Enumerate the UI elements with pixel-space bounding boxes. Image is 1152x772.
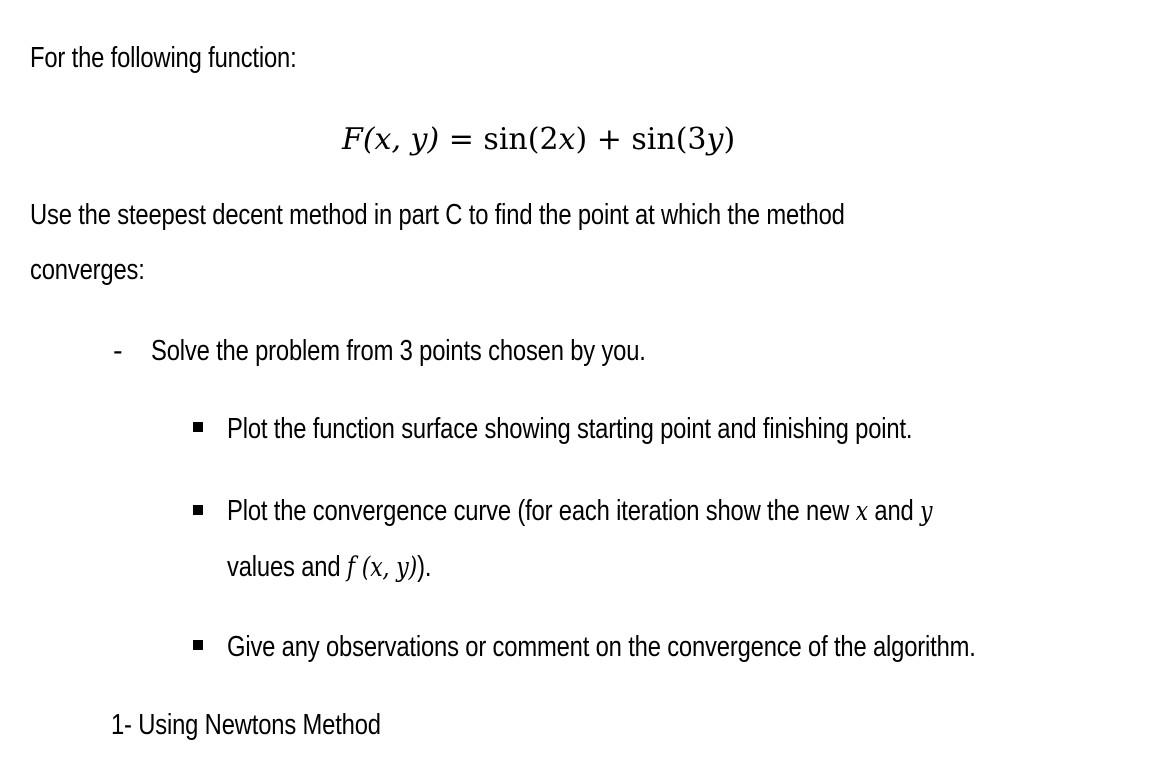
bullet-text-3: Give any observations or comment on the convergence of the algorithm. <box>227 631 976 663</box>
eq-sin-2: sin <box>631 122 676 157</box>
eq-term1-close: ) <box>575 122 588 157</box>
function-equation <box>342 120 735 160</box>
dash-list-marker: - <box>113 335 123 367</box>
bullet-2-var-x: x <box>855 496 868 527</box>
bullet-text-2-line-1 <box>227 493 932 530</box>
intro-text: For the following function: <box>30 42 297 74</box>
numbered-item-number: 1- <box>111 709 132 741</box>
eq-function-name: F <box>342 122 363 157</box>
eq-equals-sign: = <box>448 122 474 157</box>
numbered-item <box>111 707 381 743</box>
numbered-item-text: Using Newtons Method <box>138 709 381 741</box>
bullet-marker-2 <box>193 505 203 515</box>
bullet-text-1: Plot the function surface showing starting point and finishing point. <box>227 413 913 445</box>
eq-term2-open: (3 <box>675 122 707 157</box>
eq-term2-var: y <box>706 122 724 157</box>
eq-function-args: (x, y) <box>362 122 440 157</box>
eq-term1-open: (2 <box>527 122 559 157</box>
eq-sin-1: sin <box>483 122 528 157</box>
bullet-2-and: and <box>867 495 921 527</box>
bullet-text-2-line-2 <box>227 549 431 586</box>
eq-term1-var: x <box>558 122 576 157</box>
dash-list-text: Solve the problem from 3 points chosen by you. <box>151 335 646 367</box>
instruction-line-1: Use the steepest decent method in part C to find the point at which the method <box>30 199 845 231</box>
bullet-2-values-text: values and <box>227 551 347 583</box>
bullet-2-text: Plot the convergence curve (for each iteration show the new <box>227 495 856 527</box>
bullet-marker-3 <box>193 640 203 650</box>
bullet-2-fn: f (x, y) <box>346 552 418 583</box>
eq-term2-close: ) <box>723 122 736 157</box>
eq-plus-sign: + <box>596 122 622 157</box>
bullet-marker-1 <box>193 422 203 432</box>
bullet-2-end: ). <box>417 551 432 583</box>
bullet-2-var-y: y <box>920 496 933 527</box>
instruction-line-2: converges: <box>30 254 145 286</box>
